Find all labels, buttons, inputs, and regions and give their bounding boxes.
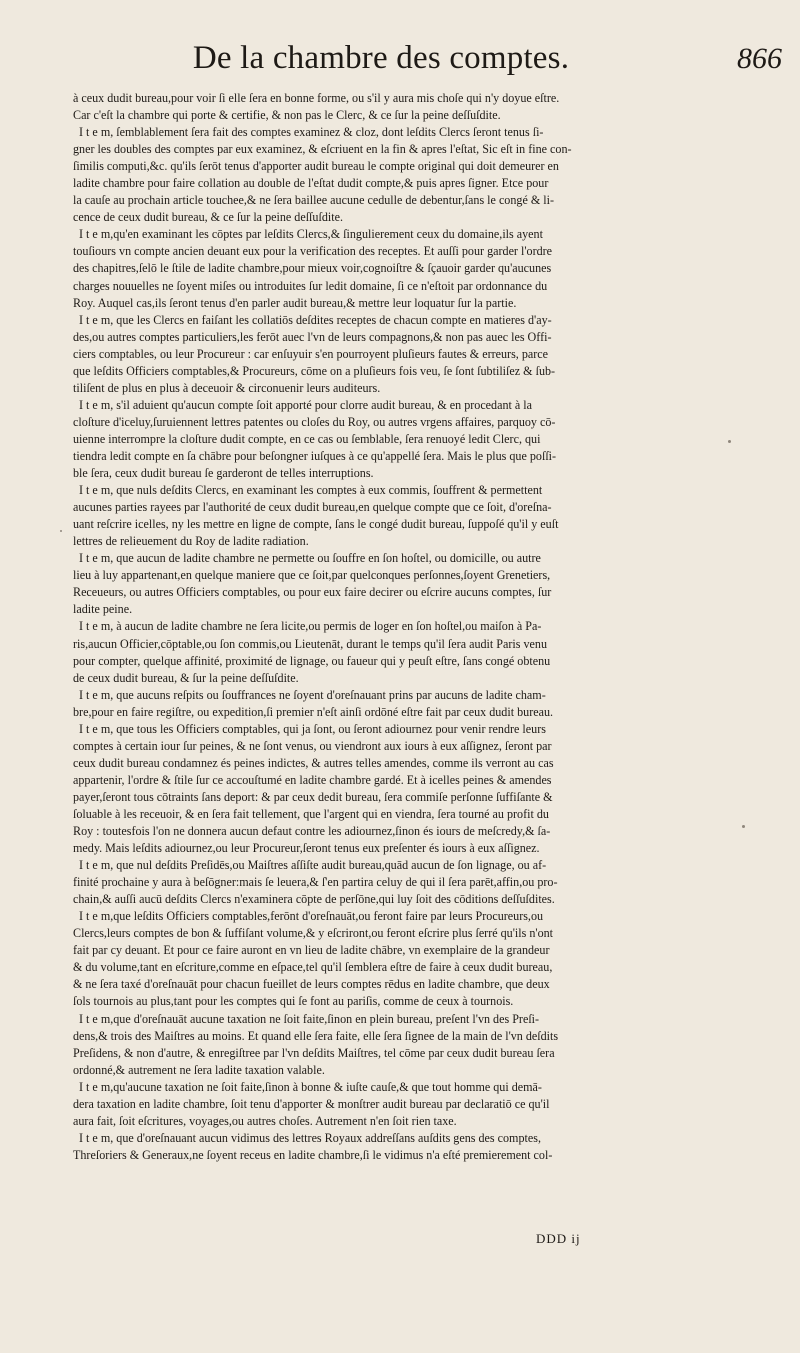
signature-mark: DDD ij (536, 1231, 581, 1246)
text-line: ceux dudit bureau condamnez és peines indictes, & autres telles amendes, comme ils verront au cas (73, 755, 554, 770)
text-block (73, 90, 685, 1164)
text-line: ſoluable à les receuoir, & en ſera fait tellement, que l'argent qui en viendra, ſera tourné au profit du (73, 806, 549, 821)
text-line: bre,pour en faire regiſtre, ou expedition,ſi premier n'eſt ainſi ordōné eſtre fait par ceux dudit bureau. (73, 704, 554, 719)
text-line: payer,ſeront tous cōtraints ſans deport: & par ceux dedit bureau, ſera commiſe perſonne ſuffiſante & (73, 789, 553, 804)
text-line: I t e m,que leſdits Officiers comptables,ferōnt d'oreſnauāt,ou feront faire par leurs Procureurs,ou (79, 909, 544, 924)
text-line: tiliſent de plus en plus à deceuoir & circonuenir leurs auditeurs. (73, 380, 381, 395)
text-line: des chapitres,ſelō le ſtile de ladite chambre,pour mieux voir,cognoiſtre & ſçauoir garder qu'aucunes (73, 261, 552, 276)
text-line: ble ſera, ceux dudit bureau ſe garderont de telles interruptions. (73, 466, 374, 481)
text-line: I t e m,que d'oreſnauāt aucune taxation ne ſoit faite,ſinon en plein bureau, preſent l'vn des Preſi- (79, 1011, 540, 1026)
text-line: & du volume,tant en eſcriture,comme en eſpace,tel qu'il ſemblera eſtre de faire à ceux dudit bureau, (73, 960, 553, 975)
text-line: touſiours vn compte ancien deuant eux pour la verification des receptes. Et auſſi pour garder l'ordre (73, 244, 553, 259)
text-line: Preſidens, & non d'autre, & enregiſtree par l'vn deſdits Maiſtres, tel cōme par ceux dudit bureau ſera (73, 1045, 555, 1060)
page-title: De la chambre des comptes. (192, 40, 570, 76)
text-line: ladite chambre pour faire collation au double de l'eſtat dudit compte,& puis apres ſigner. Etce pour (73, 176, 549, 191)
text-line: dens,& trois des Maiſtres au moins. Et quand elle ſera faite, elle ſera ſignee de la main de l'vn deſdits (73, 1028, 559, 1043)
text-line: I t e m,qu'aucune taxation ne ſoit faite,ſinon à bonne & iuſte cauſe,& que tout homme qui demā- (79, 1079, 542, 1094)
text-line: Clercs,leurs comptes de bon & ſuffiſant volume,& y eſcriront,ou feront eſcrire plus ſerré qu'ils n'ont (73, 926, 554, 941)
text-line: Roy : toutesfois l'on ne donnera aucun defaut contre les adiournez,ſinon és iours de meſcredy,& ſa- (73, 824, 551, 839)
text-line: ciers comptables, ou leur Procureur : car enſuyuir s'en pourroyent pluſieurs fautes & erreurs, parce (73, 346, 549, 361)
text-line: I t e m, que tous les Officiers comptables, qui ja ſont, ou ſeront adiournez pour venir rendre leurs (79, 721, 546, 736)
text-line: ſimilis computi,&c. qu'ils ſerōt tenus d'apporter audit bureau le compte original qui doit demeurer en (73, 159, 559, 174)
text-line: I t e m, à aucun de ladite chambre ne ſera licite,ou permis de loger en ſon hoſtel,ou maiſon à Pa- (79, 619, 542, 634)
text-line: I t e m, s'il aduient qu'aucun compte ſoit apporté pour clorre audit bureau, & en procedant à la (79, 397, 533, 412)
text-line: I t e m, que nuls deſdits Clercs, en examinant les comptes à eux commis, ſouffrent & permettent (79, 483, 543, 498)
text-line: gner les doubles des comptes par eux examinez, & eſcriuent en la fin & apres l'eſtat, Sic eſt in fine con- (73, 142, 572, 157)
text-line: cloſture d'iceluy,ſuruiennent lettres patentes ou cloſes du Roy, ou autres vrgens affaires, parquoy cō- (73, 414, 556, 429)
text-line: I t e m,qu'en examinant les cōptes par leſdits Clercs,& ſingulierement ceux du domaine,ils ayent (79, 227, 543, 242)
text-line: aura fait, ſoit eſcritures, voyages,ou autres choſes. Autrement n'en ſoit rien taxe. (73, 1113, 457, 1128)
text-line: dera taxation en ladite chambre, ſoit tenu d'apporter & monſtrer audit bureau par declaratiō ce qu'il (73, 1096, 550, 1111)
text-line: I t e m, que les Clercs en faiſant les collatiōs deſdites receptes de chacun compte en matieres d'ay- (79, 312, 552, 327)
text-line: de ceux dudit bureau, & ſur la peine deſſuſdite. (73, 670, 299, 685)
text-line: charges nouuelles ne ſoyent miſes ou introduites ſur ledit domaine, ſi ce n'eſtoit par ordonnance du (73, 278, 548, 293)
text-line: comptes à certain iour ſur peines, & ne ſont venus, ou viendront aux iours à eux aſſignez, ſeront par (73, 738, 552, 753)
text-line: ordonné,& autrement ne ſera ladite taxation valable. (73, 1062, 325, 1077)
text-line: Roy. Auquel cas,ils ſeront tenus d'en parler audit bureau,& mettre leur loquatur ſur la partie. (73, 295, 517, 310)
text-line: I t e m, que aucun de ladite chambre ne permette ou ſouffre en ſon hoſtel, ou domicille, ou autre (79, 551, 541, 566)
text-line: à ceux dudit bureau,pour voir ſi elle ſera en bonne forme, ou s'il y aura mis choſe qui n'y doyue eſtre. (73, 91, 560, 105)
text-line: uienne interrompre la cloſture dudit compte, en ce cas ou ſemblable, ſera renuoyé ledit Clerc, qui (73, 431, 541, 446)
paper-speck (728, 440, 731, 443)
text-line: Car c'eſt la chambre qui porte & certifie, & non pas le Clerc, & ce ſur la peine deſſuſdite. (73, 108, 501, 123)
paper-speck (60, 530, 62, 532)
text-line: I t e m, que d'oreſnauant aucun vidimus des lettres Royaux addreſſans auſdits gens des comptes, (79, 1130, 541, 1145)
text-line: que leſdits Officiers comptables,& Procureurs, cōme on a pluſieurs fois veu, ſe ſont ſubtiliſez & ſub- (73, 363, 556, 378)
folio-number: 866 (737, 42, 782, 75)
text-line: cence de ceux dudit bureau, & ce ſur la peine deſſuſdite. (73, 210, 343, 225)
paper-speck (742, 825, 745, 828)
text-line: I t e m, que aucuns reſpits ou ſouffrances ne ſoyent d'oreſnauant prins par aucuns de ladite cham- (79, 687, 546, 702)
text-line: medy. Mais leſdits adiournez,ou leur Procureur,ſeront tenus eux preſenter és iours à eux aſſignez. (73, 841, 540, 856)
text-line: appartenir, l'ordre & ſtile ſur ce accouſtumé en ladite chambre gardé. Et à icelles peines & amendes (73, 772, 552, 787)
text-line: I t e m, que nul deſdits Preſidēs,ou Maiſtres aſſiſte audit bureau,quād aucun de ſon lignage, ou af- (79, 858, 547, 873)
text-line: ſols tournois au plus,tant pour les comptes qui ſe font au pariſis, comme de ceux à tournois. (73, 994, 514, 1009)
text-line: tiendra ledit compte en ſa chābre pour beſongner iuſques à ce qu'appellé ſera. Mais le plus que poſſi- (73, 448, 557, 463)
text-line: pour compter, quelque affinité, proximité de lignage, ou faueur qui y peuſt eſtre, ſans congé obtenu (73, 653, 551, 668)
text-line: lettres de relieuement du Roy de ladite radiation. (73, 534, 309, 549)
text-line: I t e m, ſemblablement ſera fait des comptes examinez & cloz, dont leſdits Clercs ſeront tenus ſi- (79, 125, 544, 140)
text-line: lieu à luy appartenant,en quelque maniere que ce ſoit,par quelconques perſonnes,ſoyent Grenetiers, (73, 568, 551, 583)
text-line: chain,& auſſi aucū deſdits Clercs n'examinera cōpte de perſōne,qui luy ſoit des cōditions deſſuſdites. (73, 892, 555, 907)
text-line: Threſoriers & Generaux,ne ſoyent receus en ladite chambre,ſi le vidimus n'a eſté premierement col- (73, 1147, 553, 1162)
running-header (0, 40, 800, 88)
text-line: ris,aucun Officier,cōptable,ou ſon commis,ou Lieutenāt, durant le temps qu'il ſera audit Paris venu (73, 636, 548, 651)
text-line: Receueurs, ou autres Officiers comptables, ou pour eux faire decirer ou eſcrire aucuns comptes, ſur (73, 585, 552, 600)
text-line: & ne ſera taxé d'oreſnauāt pour chacun fueillet de leurs comptes rēdus en ladite chambre, que deux (73, 977, 550, 992)
text-line: uant reſcrire icelles, ny les mettre en ligne de compte, ſans le congé dudit bureau, ſuppoſé qu'il y euſt (73, 517, 559, 532)
text-line: des,ou autres comptes particuliers,les ferōt auec l'vn de leurs compagnons,& non pas auec les Offi- (73, 329, 552, 344)
text-line: la cauſe au prochain article touchee,& ne ſera baillee aucune cedulle de debentur,ſans le congé & li- (73, 193, 555, 208)
text-line: finité prochaine y aura à beſōgner:mais ſe leuera,& ſ'en partira celuy de qui il ſera parēt,affin,ou pro- (73, 875, 558, 890)
text-line: ladite peine. (73, 602, 133, 617)
text-line: aucunes parties rayees par l'authorité de ceux dudit bureau,en quelque compte que ce ſoit, d'oreſna- (73, 500, 552, 515)
text-line: fait par cy deuant. Et pour ce faire auront en vn lieu de ladite chābre, vn exemplaire de la grandeur (73, 943, 550, 958)
